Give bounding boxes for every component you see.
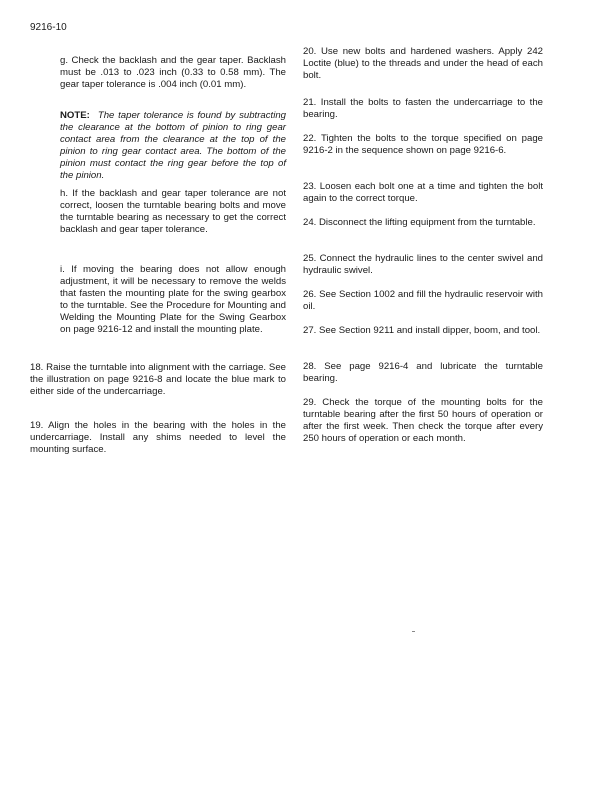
note	[60, 110, 286, 182]
step-19: 19. Align the holes in the bearing with the holes in the undercarriage. Install any shims needed to level the mounting surface.	[30, 420, 286, 455]
step-27: 27. See Section 9211 and install dipper, boom, and tool.	[303, 325, 541, 336]
step-28: 28. See page 9216-4 and lubricate the turntable bearing.	[303, 361, 543, 384]
step-20: 20. Use new bolts and hardened washers. Apply 242 Loctite (blue) to the threads and under the head of each bolt.	[303, 46, 543, 81]
step-22: 22. Tighten the bolts to the torque specified on page 9216-2 in the sequence shown on page 9216-6.	[303, 133, 543, 156]
step-g: g. Check the backlash and the gear taper. Backlash must be .013 to .023 inch (0.33 to 0.58 mm). The gear taper tolerance is .004 inch (0.01 mm).	[60, 55, 286, 90]
step-26: 26. See Section 1002 and fill the hydraulic reservoir with oil.	[303, 289, 543, 312]
step-h: h. If the backlash and gear taper tolerance are not correct, loosen the turntable bearing bolts and move the turntable bearing as necessary to get the correct backlash and gear taper tolerance.	[60, 188, 286, 235]
step-18: 18. Raise the turntable into alignment with the carriage. See the illustration on page 9216-8 and locate the blue mark to either side of the undercarriage.	[30, 362, 286, 397]
page-number: 9216-10	[30, 22, 67, 33]
step-24: 24. Disconnect the lifting equipment from the turntable.	[303, 217, 536, 228]
step-25: 25. Connect the hydraulic lines to the center swivel and hydraulic swivel.	[303, 253, 543, 276]
note-label: NOTE:	[60, 110, 90, 121]
step-29: 29. Check the torque of the mounting bolts for the turntable bearing after the first 50 hours of operation or after the first week. Then check the torque after every 250 hours of operation or each month.	[303, 397, 543, 444]
step-21: 21. Install the bolts to fasten the undercarriage to the bearing.	[303, 97, 543, 120]
step-23: 23. Loosen each bolt one at a time and tighten the bolt again to the correct torque.	[303, 181, 543, 204]
step-i: i. If moving the bearing does not allow enough adjustment, it will be necessary to remove the welds that fasten the mounting plate for the swing gearbox to the turntable. See the Procedure for Mounting and Welding the Mounting Plate for the Swing Gearbox on page 9216-12 and install the mounting plate.	[60, 264, 286, 335]
note-text: The taper tolerance is found by subtracting the clearance at the bottom of pinion to ring gear contact area from the clearance at the top of the pinion to ring gear contact area. The bottom of the pinion must contact the ring gear before the top of the pinion.	[60, 110, 286, 181]
scan-mark	[412, 631, 415, 632]
